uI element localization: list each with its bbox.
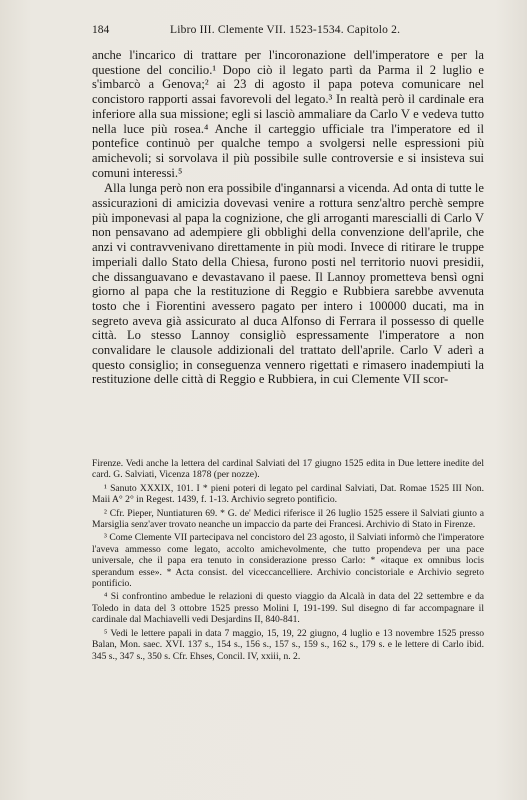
paragraph-2: Alla lunga però non era possibile d'ingannarsi a vicenda. Ad onta di tutte le assicurazioni di amicizia dovevasi venire a rottura senz'altro perchè sempre più imponevasi al papa la cognizione, che gli arroganti marescialli di Carlo V non pensavano ad adempiere gli obblighi della convenzione dell'aprile, che anzi vi contravvenivano direttamente in più modi. Invece di ritirare le truppe imperiali dallo Stato della Chiesa, furono posti nel territorio nuovi presidii, che dissanguavano e devastavano il paese. Il Lannoy prometteva bensì ogni giorno al papa che la restituzione di Reggio e Rubbiera sarebbe avvenuta tosto che i Fiorentini avessero pagato per intero i 100000 ducati, ma in segreto aveva già assicurato al duca Alfonso di Ferrara il possesso di quelle città. Lo stesso Lannoy consigliò espressamente l'imperatore a non convalidare le clausole addizionali del trattato dell'aprile. Carlo V aderì a questo consiglio; in conseguenza vennero rigettati e rimasero inadempiuti la restituzione delle città di Reggio e Rubbiera, in cui Clemente VII scor-: [92, 181, 484, 387]
footnote-4: ⁴ Si confrontino ambedue le relazioni di questo viaggio da Alcalà in data del 22 settembre e da Toledo in data del 3 ottobre 1525 presso Molini I, 191-199. Sul disegno di far accompagnare il cardinale dal Machiavelli vedi Desjardins II, 840-841.: [92, 591, 484, 626]
footnote-1: ¹ Sanuto XXXIX, 101. I * pieni poteri di legato pel cardinal Salviati, Dat. Romae 1525 III Non. Maii A° 2° in Regest. 1439, f. 1-13. Archivio segreto pontificio.: [92, 482, 484, 506]
page-number: 184: [92, 24, 110, 36]
page-header: [92, 24, 487, 40]
footnote-2: ² Cfr. Pieper, Nuntiaturen 69. * G. de' Medici riferisce il 26 luglio 1525 essere il Salviati giunto a Marsiglia senz'aver trovato neanche un impaccio da parte dei Francesi. Archivio di Stato in Firenze.: [92, 507, 484, 531]
footnote-5: ⁵ Vedi le lettere papali in data 7 maggio, 15, 19, 22 giugno, 4 luglio e 13 novembre 1525 presso Balan, Mon. saec. XVI. 137 s., 154 s., 156 s., 157 s., 159 s., 162 s., 179 s. e le lettere di Carlo ibid. 345 s., 347 s., 350 s. Cfr. Ehses, Concil. IV, xxiii, n. 2.: [92, 627, 484, 662]
footnote-continuation: Firenze. Vedi anche la lettera del cardinal Salviati del 17 giugno 1525 edita in Due lettere inedite del card. G. Salviati, Vicenza 1878 (per nozze).: [92, 458, 484, 481]
running-head: Libro III. Clemente VII. 1523-1534. Capitolo 2.: [170, 24, 401, 36]
paragraph-1: anche l'incarico di trattare per l'incoronazione dell'imperatore e per la questione del concilio.¹ Dopo ciò il legato partì da Parma il 2 luglio e s'imbarcò a Genova;² ai 23 di agosto il papa poteva comunicare nel concistoro rapporti assai favorevoli del legato.³ In realtà però il cardinale era inferiore alla sua missione; egli si lasciò ammaliare da Carlo V e vedeva tutto nella luce più rosea.⁴ Anche il carteggio ufficiale tra l'imperatore ed il pontefice continuò per qualche tempo a svolgersi nelle espressioni più amichevoli; si sorvolava il più possibile sulle controversie e si insisteva sui comuni interessi.⁵: [92, 48, 484, 180]
footnote-3: ³ Come Clemente VII partecipava nel concistoro del 23 agosto, il Salviati informò che l'imperatore l'aveva ammesso come legato, accolto amichevolmente, che tutto propendeva per una pace universale, che il papa era tenuto in considerazione presso Carlo: * «itaque ex omnibus locis sperandum esse». * Acta consist. del viceccancelliere. Archivio concistoriale e Archivio segreto pontificio.: [92, 532, 484, 590]
footnotes: [92, 458, 484, 664]
main-text: [92, 48, 484, 387]
